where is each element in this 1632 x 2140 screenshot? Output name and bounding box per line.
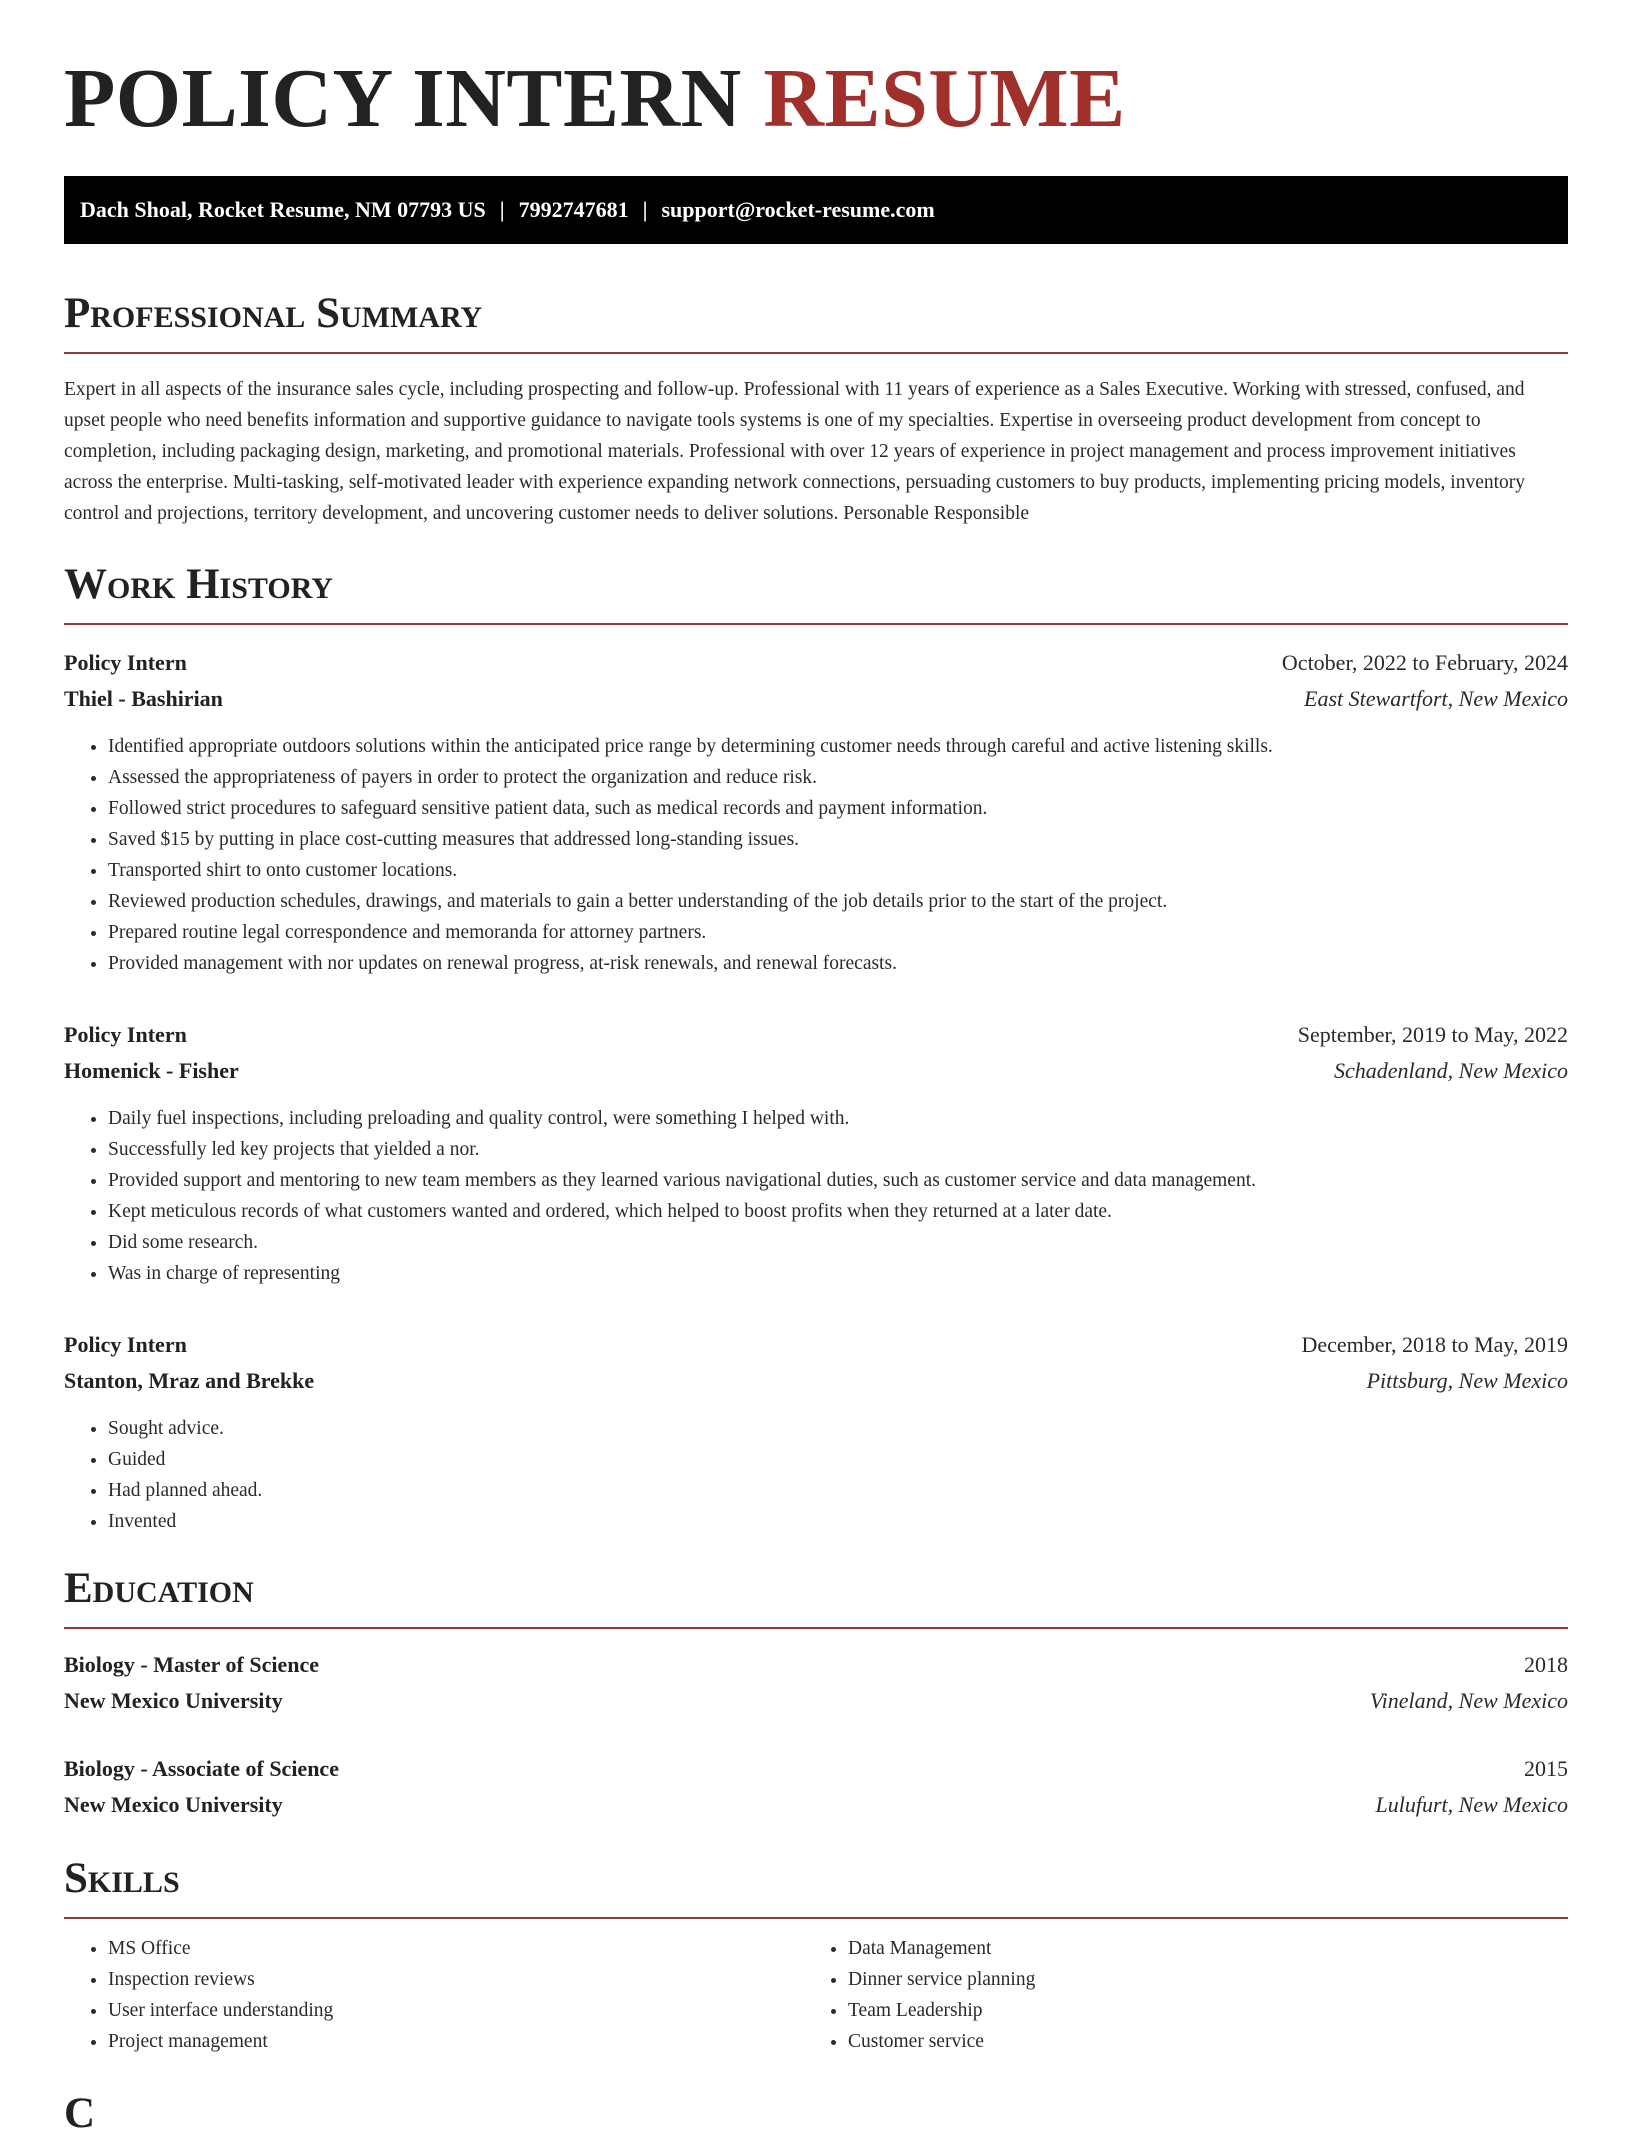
education-degree-row	[64, 1751, 1568, 1787]
work-history-section	[64, 559, 1568, 1537]
skills-section	[64, 1853, 1568, 2057]
job-bullet: • Saved $15 by putting in place cost-cutting measures that addressed long-standing issues.	[108, 824, 1568, 855]
education-school: New Mexico University	[64, 1688, 283, 1713]
skill-item: • Team Leadership	[848, 1995, 1544, 2026]
education-heading: Education	[64, 1563, 1568, 1629]
education-year: 2015	[1524, 1756, 1568, 1781]
contact-separator: |	[499, 197, 505, 222]
job-location: East Stewartfort, New Mexico	[1304, 686, 1568, 711]
education-entry	[64, 1751, 1568, 1823]
summary-heading: Professional Summary	[64, 288, 1568, 354]
skill-item: • MS Office	[108, 1933, 804, 1964]
skills-columns	[64, 1933, 1568, 2057]
summary-text: Expert in all aspects of the insurance sales cycle, including prospecting and follow-up. Professional with 11 years of experience as a Sales Executive. Working with stressed, confused, and upset people who need benefits information and supportive guidance to navigate tools systems is one of my specialties. Expertise in overseeing product development from concept to completion, including packaging design, marketing, and promotional materials. Professional with over 12 years of experience in project management and process improvement initiatives across the enterprise. Multi-tasking, self-motivated leader with experience expanding network connections, persuading customers to buy products, implementing pricing models, inventory control and projections, territory development, and uncovering customer needs to deliver solutions. Personable Responsible	[64, 379, 1526, 524]
job-bullet: • Transported shirt to onto customer locations.	[108, 855, 1568, 886]
resume-page	[64, 0, 1568, 2057]
job-company-row	[64, 1363, 1568, 1399]
job-bullet: • Was in charge of representing	[108, 1258, 1568, 1289]
job-title: Policy Intern	[64, 650, 187, 675]
job-bullet: • Followed strict procedures to safeguard sensitive patient data, such as medical records and payment information.	[108, 793, 1568, 824]
education-year: 2018	[1524, 1652, 1568, 1677]
education-section	[64, 1563, 1568, 1823]
job-bullet: • Identified appropriate outdoors solutions within the anticipated price range by determining customer needs through careful and active listening skills.	[108, 731, 1568, 762]
job-bullet: • Guided	[108, 1444, 1568, 1475]
job-bullet: • Daily fuel inspections, including preloading and quality control, were something I helped with.	[108, 1103, 1568, 1134]
job-entry	[64, 1327, 1568, 1537]
education-location: Lulufurt, New Mexico	[1375, 1792, 1568, 1817]
skill-item: • Inspection reviews	[108, 1964, 804, 1995]
job-location: Schadenland, New Mexico	[1334, 1058, 1568, 1083]
education-degree: Biology - Associate of Science	[64, 1756, 339, 1781]
skill-item: • Dinner service planning	[848, 1964, 1544, 1995]
title-accent: RESUME	[763, 52, 1126, 145]
job-bullet: • Prepared routine legal correspondence and memoranda for attorney partners.	[108, 917, 1568, 948]
job-dates: October, 2022 to February, 2024	[1281, 650, 1568, 675]
job-bullets	[64, 1103, 1568, 1289]
job-bullet: • Did some research.	[108, 1227, 1568, 1258]
skill-item: • Customer service	[848, 2026, 1544, 2057]
job-bullet: • Successfully led key projects that yielded a nor.	[108, 1134, 1568, 1165]
education-school-row	[64, 1787, 1568, 1823]
job-bullet: • Assessed the appropriateness of payers in order to protect the organization and reduce risk.	[108, 762, 1568, 793]
education-location: Vineland, New Mexico	[1369, 1688, 1568, 1713]
contact-phone: 7992747681	[518, 197, 629, 222]
skill-item: • Project management	[108, 2026, 804, 2057]
job-bullet: • Sought advice.	[108, 1413, 1568, 1444]
job-company-row	[64, 1053, 1568, 1089]
job-bullet: • Invented	[108, 1506, 1568, 1537]
title-main: POLICY INTERN	[64, 52, 742, 145]
job-dates: September, 2019 to May, 2022	[1297, 1022, 1568, 1047]
skills-heading: Skills	[64, 1853, 1568, 1919]
summary-section	[64, 288, 1568, 529]
job-bullet: • Provided management with nor updates on renewal progress, at-risk renewals, and renewal forecasts.	[108, 948, 1568, 979]
job-bullet: • Reviewed production schedules, drawings, and materials to gain a better understanding of the job details prior to the start of the project.	[108, 886, 1568, 917]
job-bullet: • Provided support and mentoring to new team members as they learned various navigational duties, such as customer service and data management.	[108, 1165, 1568, 1196]
skill-item: • User interface understanding	[108, 1995, 804, 2026]
work-history-heading: Work History	[64, 559, 1568, 625]
job-company-row	[64, 681, 1568, 717]
contact-address: Dach Shoal, Rocket Resume, NM 07793 US	[80, 197, 486, 222]
job-bullets	[64, 1413, 1568, 1537]
job-header-row	[64, 645, 1568, 681]
job-dates: December, 2018 to May, 2019	[1301, 1332, 1568, 1357]
job-header-row	[64, 1327, 1568, 1363]
job-entry	[64, 645, 1568, 979]
contact-email: support@rocket-resume.com	[661, 197, 935, 222]
skills-list-right	[804, 1933, 1544, 2057]
job-entry	[64, 1017, 1568, 1289]
job-company: Stanton, Mraz and Brekke	[64, 1368, 315, 1393]
next-section-heading-partial: C	[64, 2090, 96, 2137]
job-bullets	[64, 731, 1568, 979]
job-location: Pittsburg, New Mexico	[1366, 1368, 1568, 1393]
contact-bar	[64, 176, 1568, 244]
skill-item: • Data Management	[848, 1933, 1544, 1964]
job-title: Policy Intern	[64, 1332, 187, 1357]
job-title: Policy Intern	[64, 1022, 187, 1047]
job-header-row	[64, 1017, 1568, 1053]
skills-list-left	[64, 1933, 804, 2057]
education-entry	[64, 1647, 1568, 1719]
job-bullet: • Kept meticulous records of what customers wanted and ordered, which helped to boost profits when they returned at a later date.	[108, 1196, 1568, 1227]
resume-title	[64, 0, 1568, 145]
contact-separator: |	[642, 197, 648, 222]
job-company: Thiel - Bashirian	[64, 686, 223, 711]
education-school-row	[64, 1683, 1568, 1719]
education-school: New Mexico University	[64, 1792, 283, 1817]
education-degree: Biology - Master of Science	[64, 1652, 319, 1677]
job-company: Homenick - Fisher	[64, 1058, 239, 1083]
job-bullet: • Had planned ahead.	[108, 1475, 1568, 1506]
education-degree-row	[64, 1647, 1568, 1683]
